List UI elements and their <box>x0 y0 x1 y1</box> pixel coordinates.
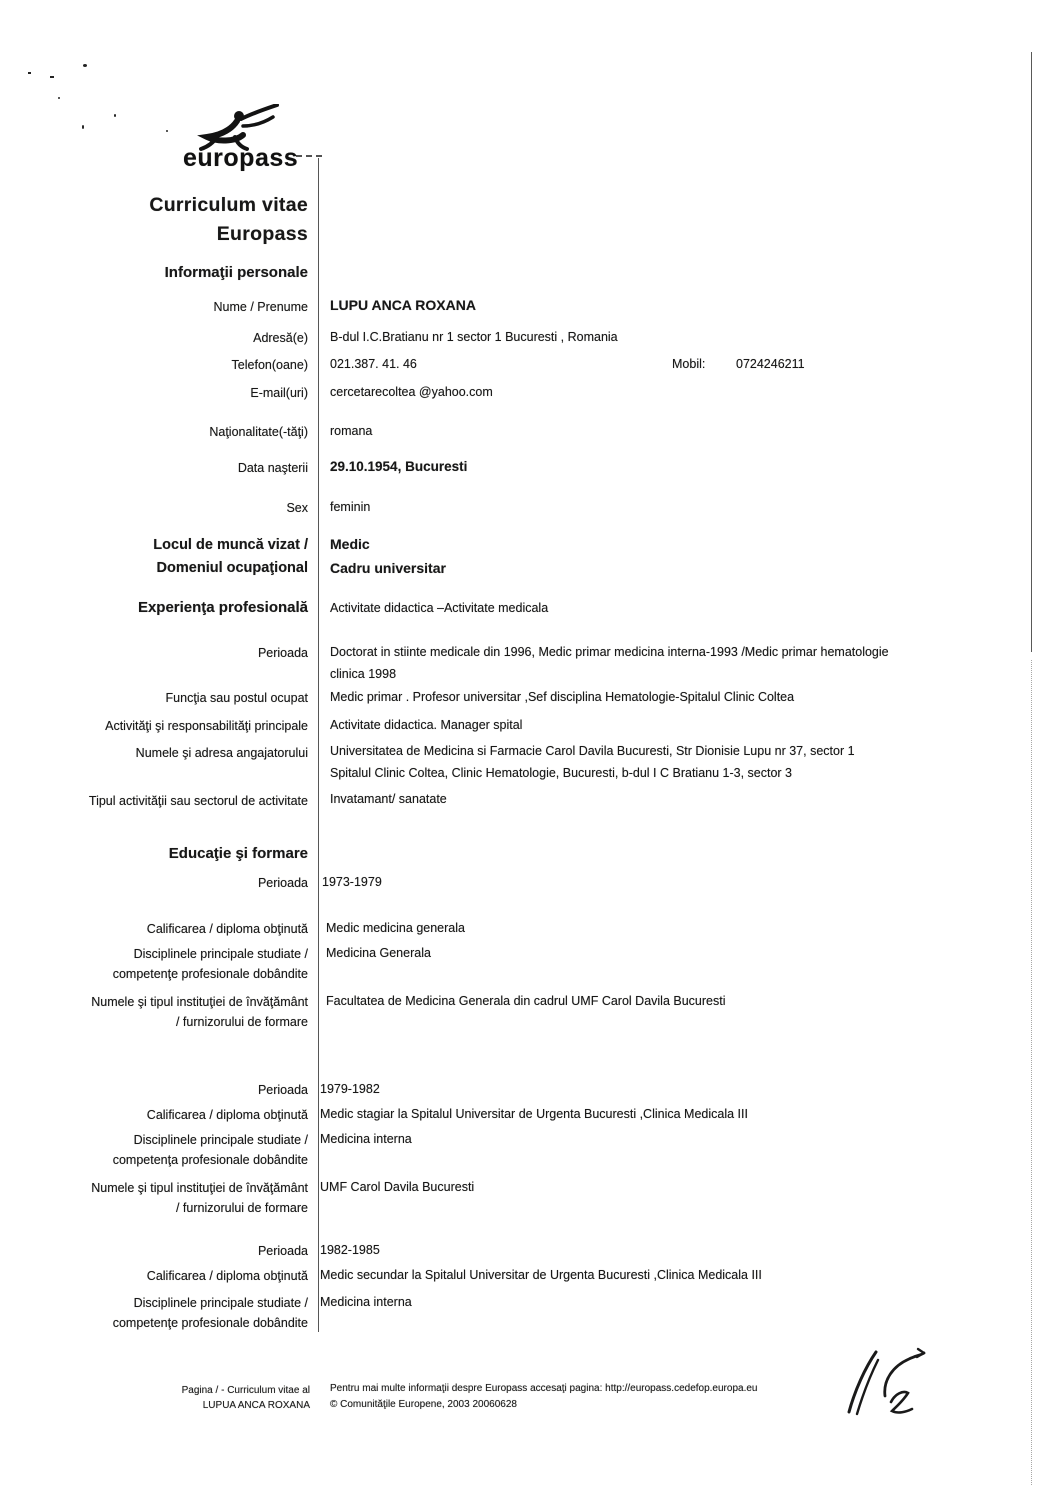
name-label: Nume / Prenume <box>213 300 308 314</box>
europass-logo-text: europass <box>183 144 299 172</box>
employer-label: Numele şi adresa angajatorului <box>135 746 308 760</box>
position-value: Medic primar . Profesor universitar ,Sef disciplina Hematologie-Spitalul Clinic Coltea <box>330 690 795 704</box>
phone-value: 021.387. 41. 46 <box>330 357 417 371</box>
edu2-subjects-label-line2: competenţa profesionale dobândite <box>112 1153 308 1167</box>
sex-value: feminin <box>330 500 371 514</box>
edu3-subjects-label-line1: Disciplinele principale studiate / <box>133 1296 308 1310</box>
experience-summary-value: Activitate didactica –Activitate medicala <box>330 601 549 615</box>
address-label: Adresă(e) <box>253 331 308 345</box>
scan-speck <box>28 72 31 74</box>
employer-value-line1: Universitatea de Medicina si Farmacie Carol Davila Bucuresti, Str Dionisie Lupu nr 37, sector 1 <box>330 744 855 758</box>
edu3-qualification-value: Medic secundar la Spitalul Universitar de Urgenta Bucuresti ,Clinica Medicala III <box>320 1268 762 1282</box>
phone-label: Telefon(oane) <box>231 358 308 372</box>
footer-page-info-line1: Pagina / - Curriculum vitae al <box>181 1385 310 1396</box>
scan-speck <box>114 114 116 117</box>
sex-label: Sex <box>286 501 308 515</box>
experience-period-value-line1: Doctorat in stiinte medicale din 1996, Medic primar medicina interna-1993 /Medic primar hematologie <box>330 645 889 659</box>
page-edge-line <box>1031 52 1032 652</box>
edu3-subjects-value: Medicina interna <box>320 1295 412 1309</box>
job-target-label-line1: Locul de muncă vizat / <box>153 537 308 553</box>
scan-speck <box>50 76 54 78</box>
job-target-value-line1: Medic <box>330 536 370 552</box>
page-edge-line-faint <box>1031 660 1032 1485</box>
edu1-institution-value: Facultatea de Medicina Generala din cadrul UMF Carol Davila Bucuresti <box>326 994 726 1008</box>
address-value: B-dul I.C.Bratianu nr 1 sector 1 Bucuresti , Romania <box>330 330 618 344</box>
nationality-value: romana <box>330 424 373 438</box>
edu1-qualification-value: Medic medicina generala <box>326 921 465 935</box>
mobile-value: 0724246211 <box>736 357 805 371</box>
footer-page-info <box>0 1383 310 1413</box>
logo-dashed-rule <box>296 155 322 157</box>
footer-page-info-line2: LUPUA ANCA ROXANA <box>202 1400 310 1411</box>
footer-europass-info-line2: © Comunităţile Europene, 2003 20060628 <box>330 1398 517 1410</box>
edu3-qualification-label: Calificarea / diploma obţinută <box>146 1269 308 1283</box>
edu2-qualification-value: Medic stagiar la Spitalul Universitar de Urgenta Bucuresti ,Clinica Medicala III <box>320 1107 748 1121</box>
edu1-institution-label-line1: Numele şi tipul instituţiei de învăţământ <box>91 995 308 1009</box>
edu2-institution-label-line1: Numele şi tipul instituţiei de învăţământ <box>91 1181 308 1195</box>
footer-europass-info-line1: Pentru mai multe informaţii despre Europass accesaţi pagina: http://europass.cedefop.europa.eu <box>330 1383 758 1394</box>
scan-speck <box>82 125 84 129</box>
activities-label: Activităţi şi responsabilităţi principale <box>105 719 308 733</box>
mobile-label: Mobil: <box>672 357 706 371</box>
edu1-qualification-label: Calificarea / diploma obţinută <box>146 922 308 936</box>
section-heading-education: Educaţie şi formare <box>168 845 308 862</box>
job-target-label-line2: Domeniul ocupaţional <box>156 560 308 576</box>
scan-speck <box>83 64 87 67</box>
edu2-subjects-label-line1: Disciplinele principale studiate / <box>133 1133 308 1147</box>
handwritten-signature <box>833 1332 945 1428</box>
edu1-period-label: Perioada <box>257 876 308 890</box>
section-heading-personal: Informaţii personale <box>164 264 308 281</box>
edu3-period-value: 1982-1985 <box>320 1243 380 1257</box>
job-target-value-line2: Cadru universitar <box>330 560 446 576</box>
position-label: Funcţia sau postul ocupat <box>165 691 308 705</box>
column-divider-line <box>318 158 319 1332</box>
birth-date-label: Data naşterii <box>237 461 308 475</box>
sector-value: Invatamant/ sanatate <box>330 792 447 806</box>
edu2-period-label: Perioada <box>257 1083 308 1097</box>
edu1-subjects-value: Medicina Generala <box>326 946 431 960</box>
activities-value: Activitate didactica. Manager spital <box>330 718 523 732</box>
edu1-period-value: 1973-1979 <box>322 875 382 889</box>
edu2-institution-value: UMF Carol Davila Bucuresti <box>320 1180 475 1194</box>
scan-speck <box>58 97 60 99</box>
edu2-subjects-value: Medicina interna <box>320 1132 412 1146</box>
edu2-qualification-label: Calificarea / diploma obţinută <box>146 1108 308 1122</box>
doc-title-line1: Curriculum vitae <box>149 194 308 216</box>
email-label: E-mail(uri) <box>250 386 308 400</box>
experience-period-label: Perioada <box>257 646 308 660</box>
edu1-institution-label-line2: / furnizorului de formare <box>175 1015 308 1029</box>
sector-label: Tipul activităţii sau sectorul de activitate <box>88 794 308 808</box>
edu2-institution-label-line2: / furnizorului de formare <box>175 1201 308 1215</box>
email-value: cercetarecoltea @yahoo.com <box>330 385 493 399</box>
section-heading-experience: Experienţa profesională <box>137 599 308 616</box>
nationality-label: Naţionalitate(-tăţi) <box>209 425 308 439</box>
name-value: LUPU ANCA ROXANA <box>330 297 476 313</box>
edu3-subjects-label-line2: competenţe profesionale dobândite <box>112 1316 308 1330</box>
experience-period-value-line2: clinica 1998 <box>330 667 397 681</box>
scan-speck <box>166 130 168 132</box>
edu1-subjects-label-line2: competenţe profesionale dobândite <box>112 967 308 981</box>
edu3-period-label: Perioada <box>257 1244 308 1258</box>
edu2-period-value: 1979-1982 <box>320 1082 380 1096</box>
employer-value-line2: Spitalul Clinic Coltea, Clinic Hematologie, Bucuresti, b-dul I C Bratianu 1-3, sector 3 <box>330 766 793 780</box>
edu1-subjects-label-line1: Disciplinele principale studiate / <box>133 947 308 961</box>
doc-title-line2: Europass <box>216 223 308 245</box>
birth-date-value: 29.10.1954, Bucuresti <box>330 459 468 474</box>
